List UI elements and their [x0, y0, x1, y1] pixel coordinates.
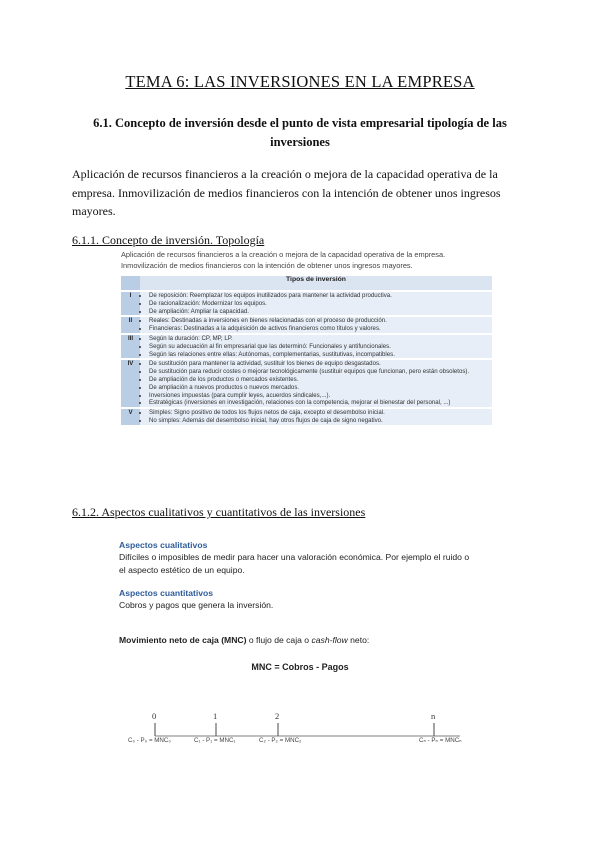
subsection-heading-1: 6.1.1. Concepto de inversión. Topología [72, 233, 265, 247]
mnc-formula: MNC = Cobros - Pagos [251, 662, 349, 672]
row-number: I [121, 291, 140, 316]
list-item: • No simples: Además del desembolso inicial, hay otros flujos de caja de signo negativo. [149, 417, 492, 425]
paragraph-line: mayores. [72, 204, 116, 218]
cualitativos-heading: Aspectos cualitativos [119, 540, 208, 550]
row-number: II [121, 316, 140, 334]
investment-types-table [121, 276, 492, 425]
table-row [121, 408, 492, 425]
timeline-axis [120, 722, 480, 738]
timeline-flow: C₀ - P₀ = MNC₀ [128, 737, 171, 744]
list-item: • Según las relaciones entre ellas: Autónomas, complementarias, sustitutivas, incompatibles. [149, 351, 492, 359]
mnc-mid: o flujo de caja o [246, 635, 312, 645]
list-item: • De racionalización: Modernizar los equipos. [149, 300, 492, 308]
section-heading [70, 114, 530, 152]
timeline-flow: C₁ - P₁ = MNC₁ [194, 737, 236, 744]
paragraph-line: Aplicación de recursos financieros a la creación o mejora de la capacidad operativa de la [72, 167, 498, 181]
table-intro-line: Aplicación de recursos financieros a la creación o mejora de la capacidad operativa de la empresa. [121, 250, 446, 259]
list-item: • Estratégicas (inversiones en investigación, relaciones con la competencia, mejorar el bienestar del personal, ...) [149, 399, 492, 407]
table-intro [121, 250, 493, 271]
paragraph-line: empresa. Inmovilización de medios financieros con la intención de obtener unos ingresos [72, 185, 501, 200]
table-row [121, 316, 492, 334]
timeline-label: 1 [213, 711, 218, 721]
list-item: • De sustitución para reducir costes o mejorar tecnológicamente (sustituir equipos que funcionan, pero están obsoletos). [149, 368, 492, 376]
timeline-flow: C₂ - P₂ = MNC₂ [259, 737, 302, 744]
page-title: TEMA 6: LAS INVERSIONES EN LA EMPRESA [125, 72, 475, 91]
list-item: • Según su adecuación al fin empresarial que las determinó: Funcionales y antifuncionales. [149, 343, 492, 351]
row-number: III [121, 334, 140, 359]
cualitativos-text [119, 551, 499, 576]
text-line: el aspecto estético de un equipo. [119, 564, 245, 575]
list-item: • Reales: Destinadas a inversiones en bienes relacionadas con el proceso de producción. [149, 317, 492, 325]
section-heading-line: inversiones [270, 135, 330, 149]
list-item: • De sustitución para mantener la actividad, sustituir los bienes de equipo desgastados. [149, 360, 492, 368]
list-item: • De ampliación a nuevos productos o nuevos mercados. [149, 384, 492, 392]
mnc-italic: cash-flow [311, 635, 348, 645]
subsection-heading-2: 6.1.2. Aspectos cualitativos y cuantitativos de las inversiones [72, 505, 366, 519]
text-line: Difíciles o imposibles de medir para hacer una valoración económica. Por ejemplo el ruido o [119, 552, 470, 562]
header-corner [121, 276, 140, 291]
section-heading-line: 6.1. Concepto de inversión desde el punto de vista empresarial tipología de las [93, 116, 507, 130]
table-intro-line: Inmovilización de medios financieros con la intención de obtener unos ingresos mayores. [121, 260, 413, 270]
mnc-term: Movimiento neto de caja (MNC) [119, 635, 247, 645]
row-number: V [121, 408, 140, 425]
cuantitativos-heading: Aspectos cuantitativos [119, 588, 214, 598]
row-number: IV [121, 359, 140, 408]
table-header-row [121, 276, 492, 291]
timeline-flow: Cₙ - Pₙ = MNCₙ [419, 737, 462, 744]
timeline-label: 0 [152, 711, 157, 721]
list-item: • Financieras: Destinadas a la adquisición de activos financieros como títulos y valores. [149, 325, 492, 333]
mnc-end: neto: [347, 635, 370, 645]
list-item: • Según la duración: CP, MP, LP. [149, 335, 492, 343]
table-header: Tipos de inversión [140, 276, 492, 291]
timeline-label: 2 [275, 711, 280, 721]
timeline-label: n [431, 711, 436, 721]
list-item: • De ampliación de los productos o mercados existentes. [149, 376, 492, 384]
table-row [121, 359, 492, 408]
list-item: • Simples: Signo positivo de todos los flujos netos de caja, excepto el desembolso inicial. [149, 409, 492, 417]
table-row [121, 291, 492, 316]
list-item: • De ampliación: Ampliar la capacidad. [149, 308, 492, 316]
list-item: • Inversiones impuestas (para cumplir leyes, acuerdos sindicales,...). [149, 392, 492, 400]
list-item: • De reposición: Reemplazar los equipos inutilizados para mantener la actividad productiva. [149, 292, 492, 300]
intro-paragraph [72, 165, 534, 221]
cuantitativos-text: Cobros y pagos que genera la inversión. [119, 600, 274, 610]
table-row [121, 334, 492, 359]
mnc-definition [119, 634, 539, 647]
